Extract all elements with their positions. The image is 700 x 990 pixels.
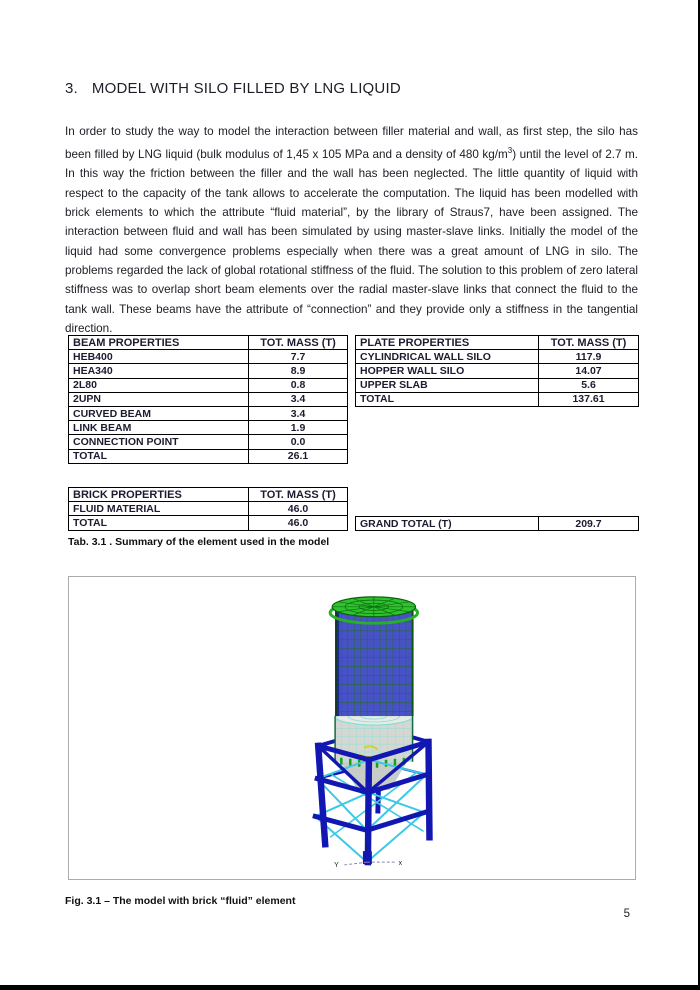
section-title: MODEL WITH SILO FILLED BY LNG LIQUID (91, 80, 401, 97)
table-row (69, 449, 348, 463)
grand-total-label: GRAND TOTAL (T) (356, 517, 539, 531)
row-value: 1.9 (249, 421, 348, 435)
section-number: 3. (65, 80, 78, 97)
row-label: UPPER SLAB (356, 378, 539, 392)
row-label: HEA340 (69, 364, 249, 378)
row-value: 7.7 (249, 350, 348, 364)
paragraph-text-continued: ) until the level of 2.7 m. In this way the friction between the filler and the wall has been neglected. The little quantity of liquid with respect to the capacity of the tank allows to accelerate the computation. The liquid has been modelled with brick elements to which the attribute “fluid material”, by the library of Straus7, have been assigned. The interaction between fluid and wall has been simulated by using master-slave links. Initially the model of the liquid had some convergence problems especially when there was a great amount of LNG in silo. The problems regarded the lack of global rotational stiffness of the fluid. The solution to this problem of zero lateral stiffness was to overlap short beam elements over the radial master-slave links that connect the fluid to the tank wall. These beams have the attribute of “connection” and they provide only a stiffness in the tangential direction. (65, 148, 638, 335)
axis-label-x: x (398, 860, 403, 868)
row-value: 8.9 (249, 364, 348, 378)
table-row (69, 421, 348, 435)
table-row (69, 392, 348, 406)
header-cell: BRICK PROPERTIES (69, 488, 249, 502)
row-value: 46.0 (249, 502, 348, 516)
table-row (356, 392, 639, 406)
row-label: 2L80 (69, 378, 249, 392)
table-row (356, 378, 639, 392)
table-row (356, 364, 639, 378)
row-label: CONNECTION POINT (69, 435, 249, 449)
table-row (69, 350, 348, 364)
page-number: 5 (623, 908, 630, 920)
table-header-row (69, 488, 348, 502)
header-cell: PLATE PROPERTIES (356, 336, 539, 350)
row-value: 14.07 (539, 364, 639, 378)
grand-total-value: 209.7 (539, 517, 639, 531)
header-cell: TOT. MASS (T) (539, 336, 639, 350)
figure-caption: Fig. 3.1 – The model with brick “fluid” element (65, 895, 296, 907)
table-row (69, 435, 348, 449)
row-value: 137.61 (539, 392, 639, 406)
table-row (69, 378, 348, 392)
row-label: TOTAL (356, 392, 539, 406)
row-label: CYLINDRICAL WALL SILO (356, 350, 539, 364)
row-value: 5.6 (539, 378, 639, 392)
table-row (356, 517, 639, 531)
table-row (69, 364, 348, 378)
axis-label-y: Y (334, 862, 339, 870)
table-row (356, 350, 639, 364)
table-caption: Tab. 3.1 . Summary of the element used in the model (68, 536, 330, 548)
beam-properties-table (68, 335, 348, 464)
row-label: CURVED BEAM (69, 406, 249, 420)
row-value: 0.0 (249, 435, 348, 449)
row-value: 117.9 (539, 350, 639, 364)
row-label: 2UPN (69, 392, 249, 406)
table-header-row (69, 336, 348, 350)
superscript-3: 3 (507, 146, 513, 156)
row-value: 3.4 (249, 406, 348, 420)
header-cell: BEAM PROPERTIES (69, 336, 249, 350)
row-label: TOTAL (69, 516, 249, 530)
paragraph-text: In order to study the way to model the interaction between filler material and wall, as first step, the silo has been filled by LNG liquid (bulk modulus of 1,45 x 105 MPa and a density of 480 kg/m (65, 125, 638, 162)
row-label: LINK BEAM (69, 421, 249, 435)
row-label: HOPPER WALL SILO (356, 364, 539, 378)
row-value: 46.0 (249, 516, 348, 530)
row-label: FLUID MATERIAL (69, 502, 249, 516)
row-label: HEB400 (69, 350, 249, 364)
axis-label-z: z (364, 844, 369, 852)
section-heading (65, 80, 401, 97)
header-cell: TOT. MASS (T) (249, 488, 348, 502)
row-label: TOTAL (69, 449, 249, 463)
table-row (69, 406, 348, 420)
body-paragraph (65, 122, 638, 338)
row-value: 26.1 (249, 449, 348, 463)
table-header-row (356, 336, 639, 350)
page-bottom-edge (0, 985, 700, 990)
silo-model-figure (69, 577, 633, 877)
table-row (69, 502, 348, 516)
figure-box (68, 576, 636, 880)
table-row (69, 516, 348, 530)
grand-total-table (355, 516, 639, 531)
row-value: 0.8 (249, 378, 348, 392)
header-cell: TOT. MASS (T) (249, 336, 348, 350)
row-value: 3.4 (249, 392, 348, 406)
plate-properties-table (355, 335, 639, 407)
brick-properties-table (68, 487, 348, 531)
